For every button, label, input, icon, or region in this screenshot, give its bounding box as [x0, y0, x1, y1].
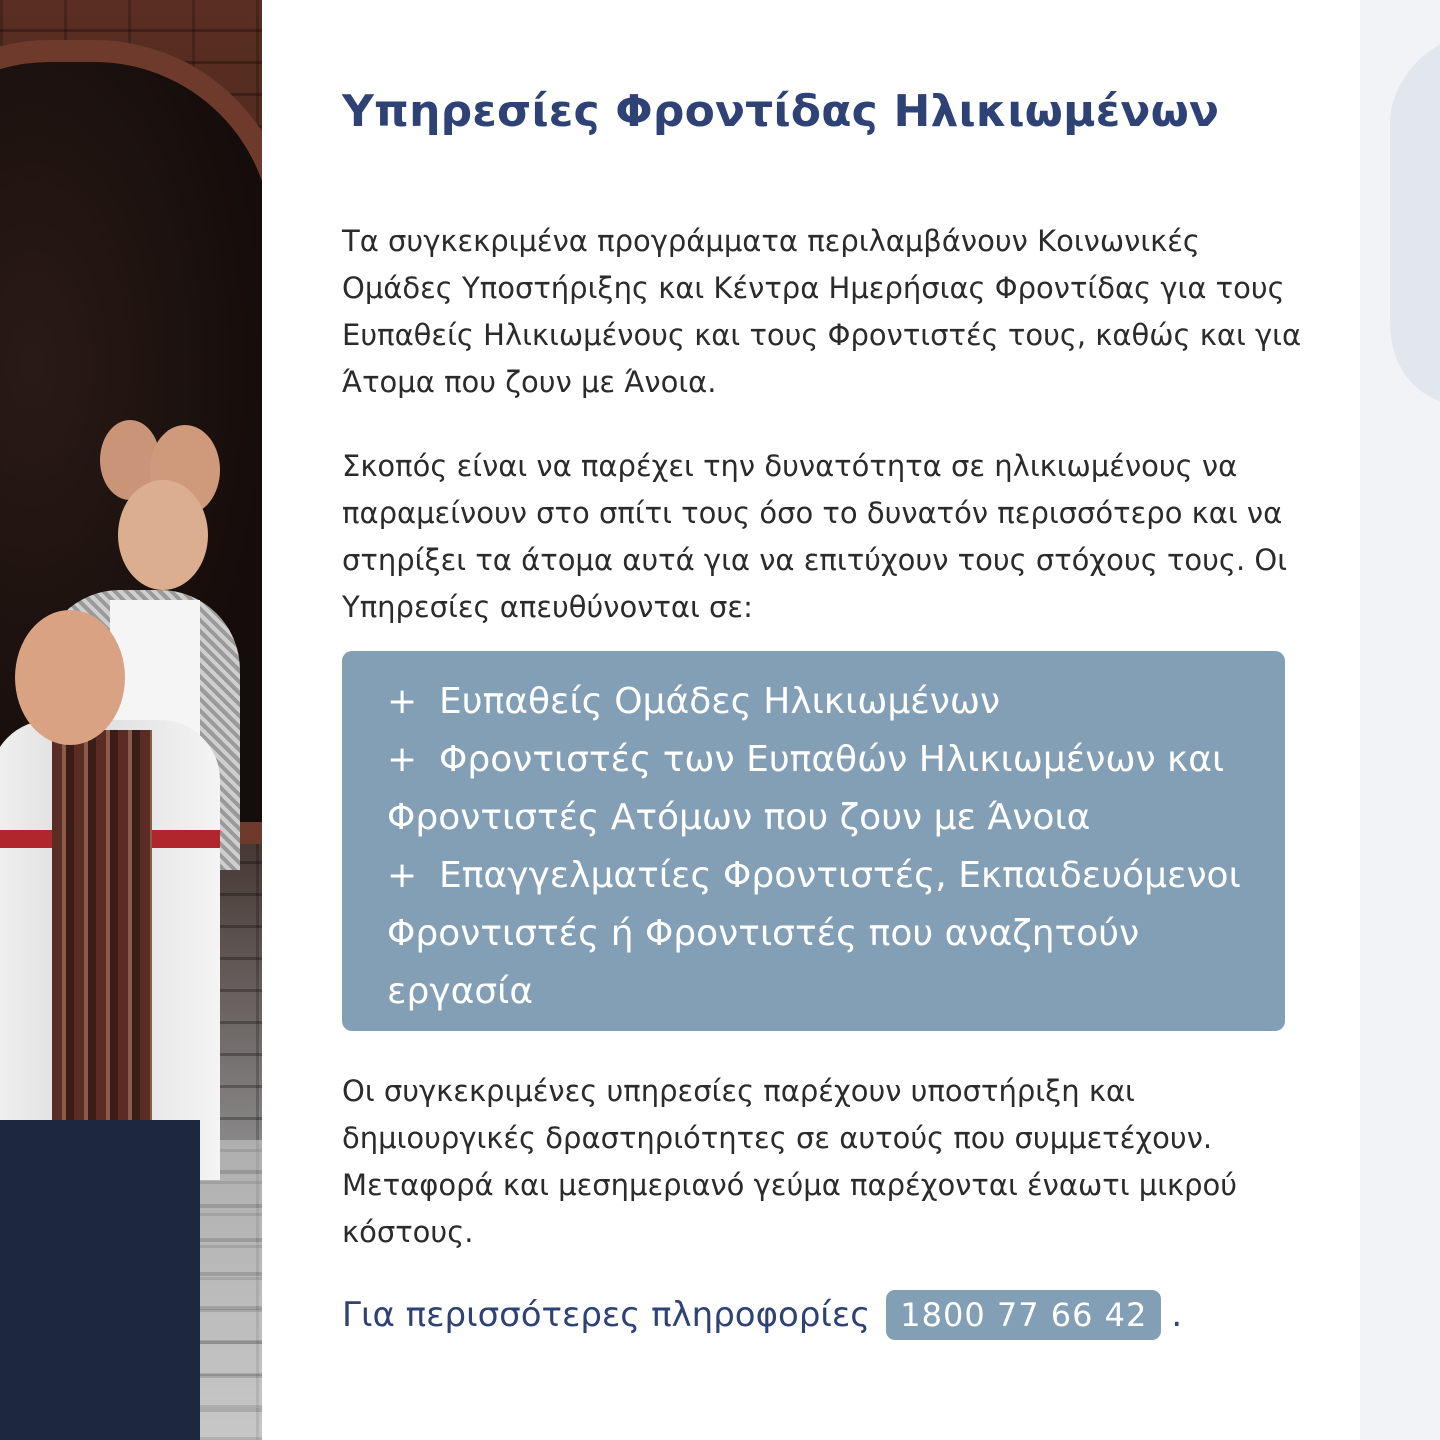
contact-suffix: . — [1171, 1295, 1183, 1335]
plus-bullet-icon: + — [387, 681, 418, 722]
contact-line — [342, 1290, 1182, 1340]
phone-number-badge[interactable]: 1800 77 66 42 — [886, 1290, 1161, 1340]
decorative-wave-shape — [1390, 18, 1440, 442]
elderly-man-front-face — [15, 610, 125, 745]
main-content — [342, 0, 1302, 1440]
purpose-paragraph: Σκοπός είναι να παρέχει την δυνατότητα σε ηλικιωμένους να παραμείνουν στο σπίτι τους όσο το δυνατόν περισσότερο και να στηρίξει τα άτομα αυτά για να επιτύχουν τους στόχους τους. Οι Υπηρεσίες απευθύνονται σε: — [342, 449, 1288, 624]
striped-sweater — [52, 730, 152, 1130]
services-paragraph: Οι συγκεκριμένες υπηρεσίες παρέχουν υποστήριξη και δημιουργικές δραστηριότητες σε αυτούς που συμμετέχουν. Μεταφορά και μεσημεριανό γεύμα παρέχονται έναωτι μικρού κόστους. — [342, 1074, 1238, 1249]
plus-bullet-icon: + — [387, 739, 418, 780]
audience-item — [387, 673, 1255, 731]
audience-item-label: Φροντιστές των Ευπαθών Ηλικιωμένων και Φροντιστές Ατόμων που ζουν με Άνοια — [387, 739, 1225, 838]
decorative-side-panel — [1360, 0, 1440, 1440]
plus-bullet-icon: + — [387, 855, 418, 896]
audience-item-label: Επαγγελματίες Φροντιστές, Εκπαιδευόμενοι Φροντιστές ή Φροντιστές που αναζητούν εργασία — [387, 855, 1241, 1012]
audience-item-label: Ευπαθείς Ομάδες Ηλικιωμένων — [439, 681, 1001, 722]
contact-label: Για περισσότερες πληροφορίες — [342, 1295, 871, 1335]
intro-paragraph: Τα συγκεκριμένα προγράμματα περιλαμβάνουν Κοινωνικές Ομάδες Υποστήριξης και Κέντρα Ημερήσιας Φροντίδας για τους Ευπαθείς Ηλικιωμένους και τους Φροντιστές τους, καθώς και για Άτομα που ζουν με Άνοια. — [342, 224, 1302, 399]
audience-item — [387, 731, 1255, 847]
audience-item — [387, 847, 1255, 1021]
page-title: Υπηρεσίες Φροντίδας Ηλικιωμένων — [342, 86, 1220, 137]
elderly-woman-face — [118, 480, 208, 590]
audience-list-box — [342, 651, 1285, 1031]
seniors-photo — [0, 0, 262, 1440]
navy-trousers — [0, 1120, 200, 1440]
